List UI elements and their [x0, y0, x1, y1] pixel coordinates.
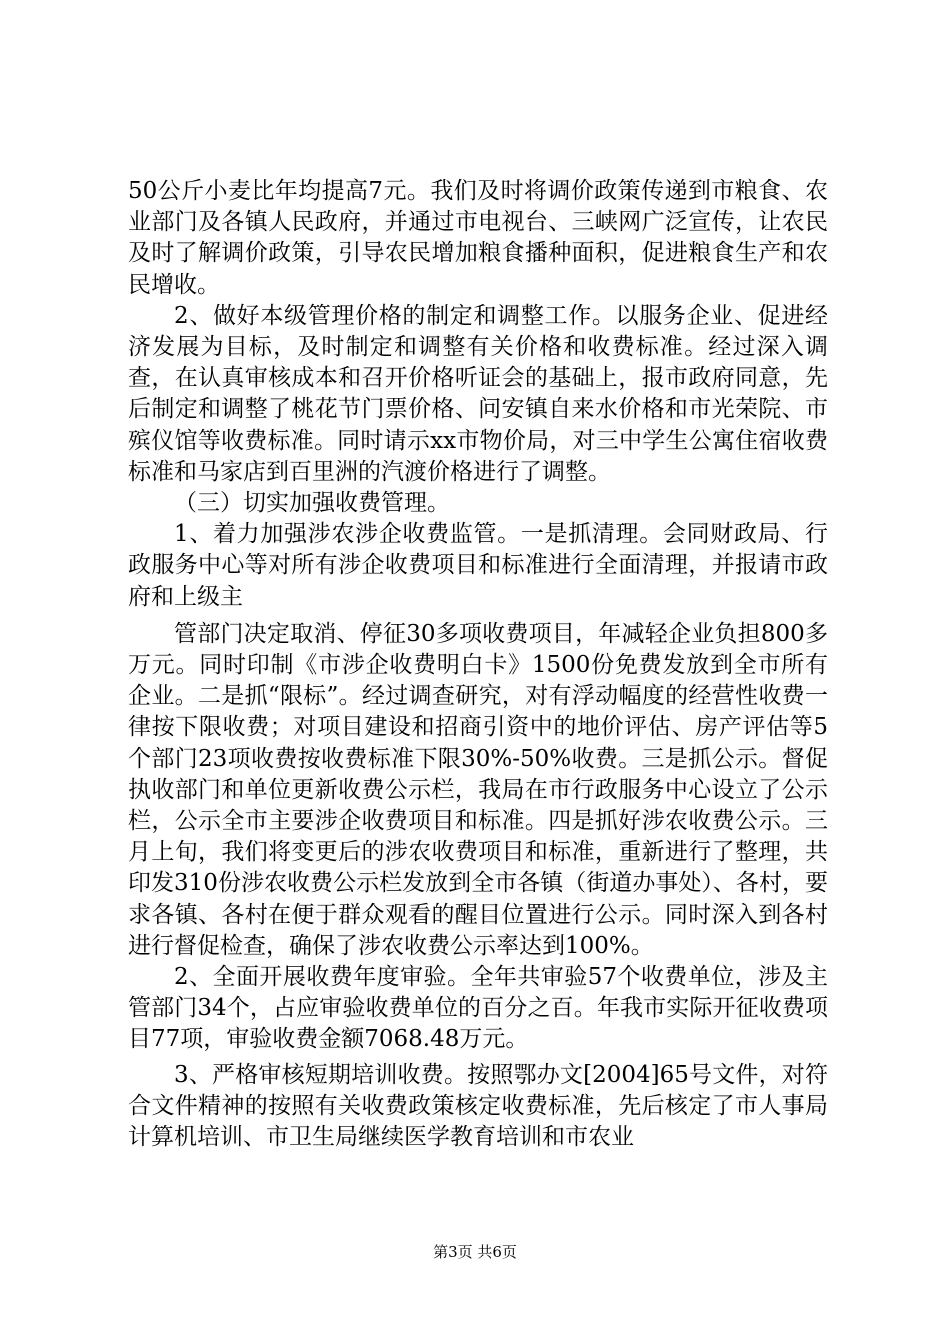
paragraph-item-1-continued: 管部门决定取消、停征30多项收费项目，年减轻企业负担800多万元。同时印制《市涉企收费明白卡》1500份免费发放到全市所有企业。二是抓“限标”。经过调查研究，对有浮动幅度的经营性收费一律按下限收费；对项目建设和招商引资中的地价评估、房产评估等5个部门23项收费按收费标准下限30%-50%收费。三是抓公示。督促执收部门和单位更新收费公示栏，我局在市行政服务中心设立了公示栏，公示全市主要涉企收费项目和标准。四是抓好涉农收费公示。三月上旬，我们将变更后的涉农收费项目和标准，重新进行了整理，共印发310份涉农收费公示栏发放到全市各镇（街道办事处）、各村，要求各镇、各村在便于群众观看的醒目位置进行公示。同时深入到各村进行督促检查，确保了涉农收费公示率达到100%。: [128, 620, 828, 959]
paragraph-continued: 50公斤小麦比年均提高7元。我们及时将调价政策传递到市粮食、农业部门及各镇人民政府，并通过市电视台、三峡网广泛宣传，让农民及时了解调价政策，引导农民增加粮食播种面积，促进粮食生产和农民增收。: [128, 178, 828, 298]
paragraph-item-2-audit: 2、全面开展收费年度审验。全年共审验57个收费单位，涉及主管部门34个，占应审验收费单位的百分之百。年我市实际开征收费项目77项，审验收费金额7068.48万元。: [128, 964, 828, 1053]
section-heading-3: （三）切实加强收费管理。: [174, 490, 450, 517]
paragraph-item-3: 3、严格审核短期培训收费。按照鄂办文[2004]65号文件，对符合文件精神的按照有关收费政策核定收费标准，先后核定了市人事局计算机培训、市卫生局继续医学教育培训和市农业: [128, 1061, 828, 1151]
page-footer: 第3页 共6页: [433, 1243, 517, 1261]
document-body: [128, 176, 828, 1153]
paragraph-item-1: 1、着力加强涉农涉企收费监管。一是抓清理。会同财政局、行政服务中心等对所有涉企收费项目和标准进行全面清理，并报请市政府和上级主: [128, 521, 828, 610]
paragraph-item-2: 2、做好本级管理价格的制定和调整工作。以服务企业、促进经济发展为目标，及时制定和调整有关价格和收费标准。经过深入调查，在认真审核成本和召开价格听证会的基础上，报市政府同意，先后制定和调整了桃花节门票价格、问安镇自来水价格和市光荣院、市殡仪馆等收费标准。同时请示xx市物价局，对三中学生公寓住宿收费标准和马家店到百里洲的汽渡价格进行了调整。: [128, 302, 828, 485]
